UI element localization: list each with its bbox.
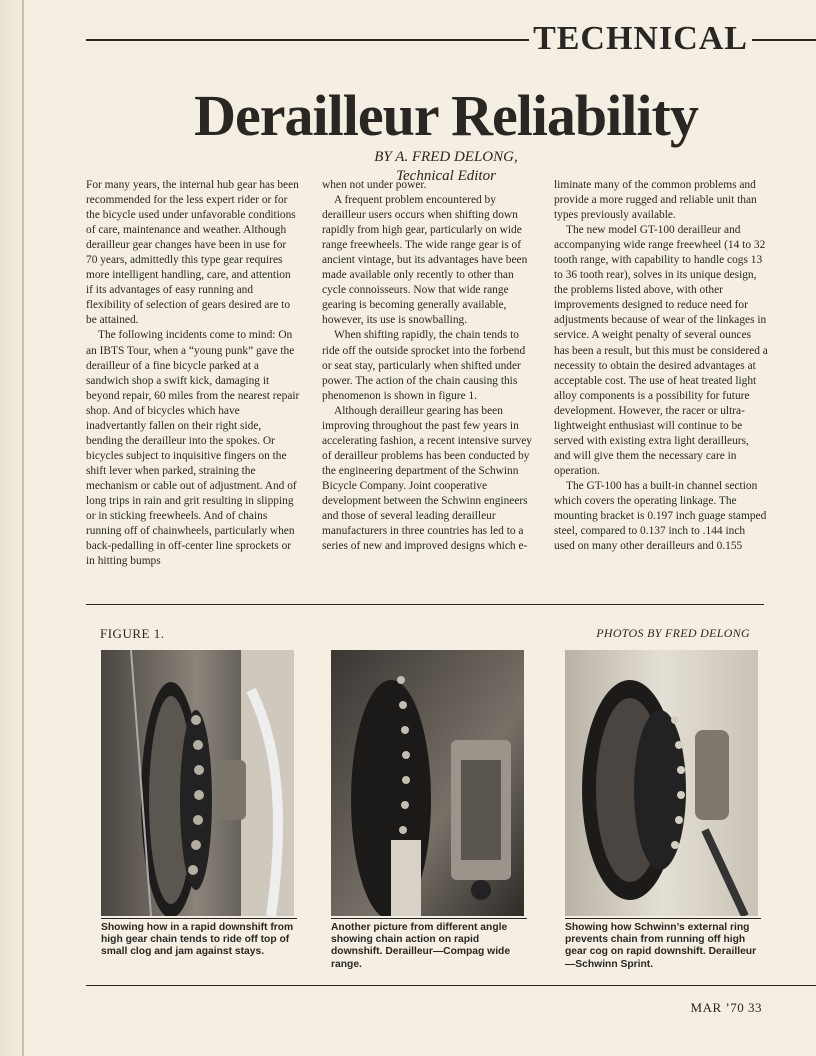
paragraph: Although derailleur gearing has been improving throughout the past few years in accelerating fashion, a recent intensive survey of derailleur problems has been conducted by the engineering department of the Schwinn Bicycle Company. Joint cooperative development between the Schwinn engineers and those of several leading derailleur manufacturers in three countries has led to a series of new and improved designs which e- <box>322 404 532 553</box>
article-title: Derailleur Reliability <box>194 83 698 148</box>
column-1 <box>86 178 300 569</box>
figure-rule <box>86 604 764 605</box>
binding-edge <box>22 0 24 1056</box>
paragraph: When shifting rapidly, the chain tends to ride off the outside sprocket into the forbend or seat stay, particularly when shifted under power. The action of the chain causing this phenomenon is shown in figure 1. <box>322 329 526 402</box>
paragraph: The GT-100 has a built-in channel section which covers the operating linkage. The mounting bracket is 0.197 inch guage stamped steel, compared to 0.137 inch to .144 inch used on many other derailleurs and 0.155 <box>554 479 767 553</box>
figure-label: FIGURE 1. <box>100 626 165 641</box>
byline-author: BY A. FRED DELONG, <box>374 149 518 165</box>
figure-caption-3: Showing how Schwinn’s external ring prevents chain from running off high gear cog on rapid downshift. Derailleur—Schwinn Sprint. <box>565 918 761 971</box>
bottom-rule <box>86 985 816 986</box>
paragraph: The new model GT-100 derailleur and accompanying wide range freewheel (14 to 32 tooth range, with capability to handle cogs 13 to 36 tooth rear), solves in its unique design, the problems listed above, with other improvements designed to reduce need for adjustments because of wear of the linkages in service. A weight penalty of several ounces has been a result, but this must be considered a necessity to obtain the desired advantages at acceptable cost. The use of heat treated light alloy components is a possibility for future development. However, the racer or ultra-lightweight enthusiast will continue to be served with existing extra light derailleurs, and will give them the necessary care in operation. <box>554 224 768 477</box>
column-3 <box>554 178 768 554</box>
figure-photo-3 <box>565 650 758 916</box>
figure-photo-2 <box>331 650 524 916</box>
figure-photo-1 <box>101 650 294 916</box>
column-2 <box>322 178 536 554</box>
page-gutter <box>0 0 22 1056</box>
paragraph: A frequent problem encountered by derailleur users occurs when shifting down rapidly from high gear, particularly on wide range freewheels. The wide range gear is of ancient vintage, but its advantages have been made available only recently to other than cycle connoisseurs. Now that wide range gearing is becoming generally available, however, its use is snowballing. <box>322 194 528 327</box>
figure-caption-1: Showing how in a rapid downshift from high gear chain tends to ride off top of small clog and jam against stays. <box>101 918 297 959</box>
paragraph: For many years, the internal hub gear has been recommended for the less expert rider or for the bicycle used under unfavorable conditions of care, maintenance and weather. Although derailleur gear changes have been in use for 70 years, admittedly this type gear requires more intelligent handling, care, and attention if its advantages of easy running and flexibility of selection of gears desired are to be attained. <box>86 179 299 327</box>
section-header <box>86 18 816 58</box>
photo-credit: PHOTOS BY FRED DELONG <box>596 626 750 640</box>
paragraph: liminate many of the common problems and provide a more rugged and reliable unit than types previously available. <box>554 179 757 222</box>
paragraph: The following incidents come to mind: On an IBTS Tour, when a “young punk” gave the derailleur of a fine bicycle parked at a sandwich shop a swift kick, damaging it beyond repair, 60 miles from the nearest repair shop. And of bicycles which have inadvertantly fallen on their right side, bending the derailleur into the spokes. Or bicycles subject to inquisitive fingers on the shift lever when parked, straining the mechanism or cable out of adjustment. And of long trips in rain and grit resulting in slipping or in sticking freewheels. And of chains running off of chainwheels, particularly when back-pedalling in off-center line sprockets or in hitting bumps <box>86 329 300 568</box>
figure-caption-2: Another picture from different angle showing chain action on rapid downshift. Derailleur—Compag wide range. <box>331 918 527 971</box>
section-label: TECHNICAL <box>529 20 752 58</box>
byline-role: Technical Editor <box>396 168 496 184</box>
page-folio: MAR ’70 33 <box>690 1000 762 1015</box>
paragraph: when not under power. <box>322 179 427 191</box>
